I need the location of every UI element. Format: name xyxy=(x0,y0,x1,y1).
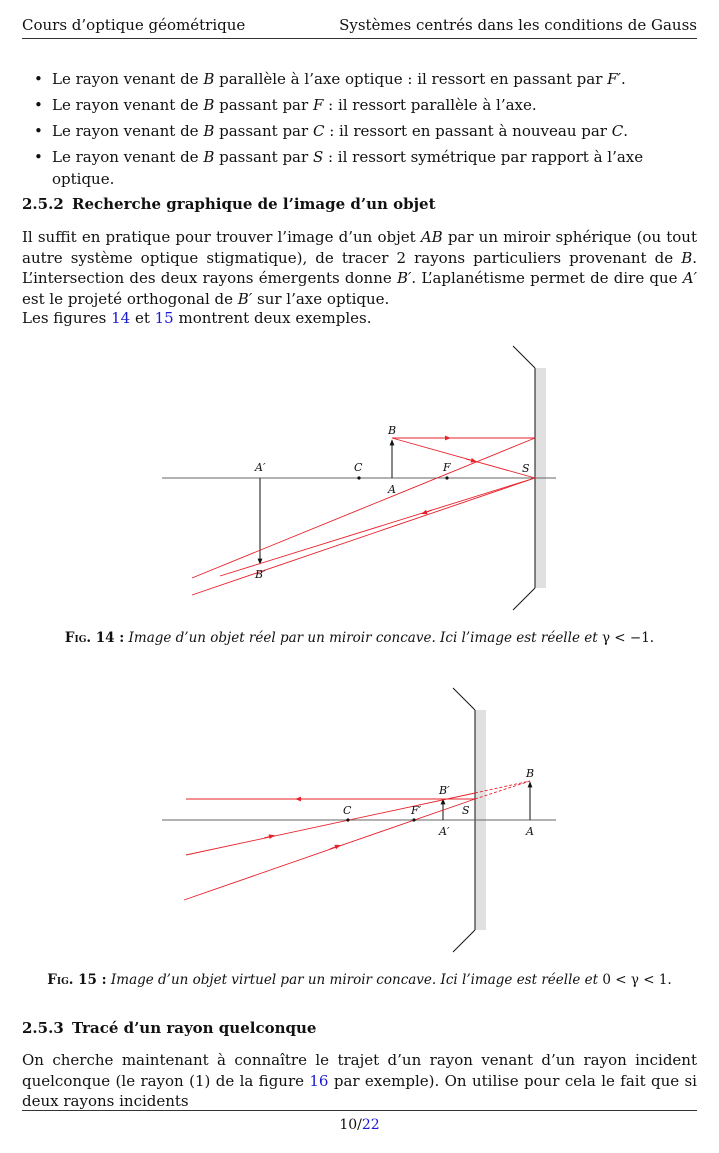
running-header xyxy=(22,16,697,38)
label-a-prime: A′ xyxy=(255,461,266,474)
paragraph-image-search: Il suffit en pratique pour trouver l’image d’un objet AB par un miroir sphérique (ou tout autre système optique stigmatique), de tracer 2 rayons particuliers provenant de B. L’intersection des deux rayons émergents donne B′. L’aplanétisme permet de dire que A′ est le projeté orthogonal de B′ sur l’axe optique. xyxy=(22,228,697,308)
label-s: S xyxy=(522,462,530,475)
label-s: S xyxy=(462,804,470,817)
ray-through-focus-emergent xyxy=(192,438,535,578)
figure-15-caption: Fig. 15 : Image d’un objet virtuel par un miroir concave. Ici l’image est réelle et 0 < γ < 1. xyxy=(47,972,672,988)
ray-focus-incident xyxy=(192,478,535,595)
list-item: • Le rayon venant de B parallèle à l’axe optique : il ressort en passant par F′. xyxy=(52,68,702,94)
header-right: Systèmes centrés dans les conditions de Gauss xyxy=(339,16,697,34)
mirror-bottom-cap xyxy=(513,588,535,610)
ray-via-summit-incident xyxy=(392,438,535,478)
ray-through-c-incident xyxy=(186,793,475,855)
label-a: A xyxy=(526,825,534,838)
list-item: • Le rayon venant de B passant par S : il ressort symétrique par rapport à l’axe optique. xyxy=(52,146,702,172)
ray-via-summit-arrow xyxy=(466,459,474,461)
ray-emergent-arrow xyxy=(424,510,432,513)
list-item: • Le rayon venant de B passant par C : il ressort en passant à nouveau par C. xyxy=(52,120,702,146)
total-pages-link[interactable]: 22 xyxy=(361,1117,380,1133)
ray-via-summit-emergent xyxy=(220,478,535,576)
ray-through-focus-incident xyxy=(184,799,475,900)
footer-rule xyxy=(22,1110,697,1111)
page-number: 10/22 xyxy=(339,1117,380,1133)
header-rule xyxy=(22,38,697,39)
label-b: B xyxy=(526,767,535,780)
paragraph-figures: Les figures 14 et 15 montrent deux exemples. xyxy=(22,309,372,327)
figure-16-link[interactable]: 16 xyxy=(309,1071,329,1090)
label-b-prime: B′ xyxy=(255,568,266,581)
label-c: C xyxy=(354,461,363,474)
section-heading-2-5-3: 2.5.3 Tracé d’un rayon quelconque xyxy=(22,1019,317,1037)
figure-15-diagram xyxy=(0,680,719,960)
label-b: B xyxy=(388,424,397,437)
point-c xyxy=(357,476,360,479)
figure-14-link[interactable]: 14 xyxy=(111,309,131,327)
section-heading-2-5-2: 2.5.2 Recherche graphique de l’image d’un objet xyxy=(22,195,436,213)
label-f: F xyxy=(443,461,451,474)
mirror-top-cap xyxy=(453,688,475,710)
label-a-prime: A′ xyxy=(439,825,450,838)
label-c: C xyxy=(343,804,352,817)
figure-14-diagram xyxy=(0,340,719,620)
mirror-top-cap xyxy=(513,346,535,368)
point-f xyxy=(445,476,448,479)
point-c xyxy=(346,818,349,821)
label-f-prime: F′ xyxy=(411,804,422,817)
label-b-prime: B′ xyxy=(439,784,450,797)
header-left: Cours d’optique géométrique xyxy=(22,16,246,34)
bullet-list xyxy=(52,68,702,188)
figure-15-link[interactable]: 15 xyxy=(154,309,174,327)
mirror-bottom-cap xyxy=(453,930,475,952)
ray-focus-arrow xyxy=(330,846,338,849)
label-a: A xyxy=(388,483,396,496)
figure-14-caption: Fig. 14 : Image d’un objet réel par un miroir concave. Ici l’image est réelle et γ < −1. xyxy=(64,630,655,646)
list-item: • Le rayon venant de B passant par F : il ressort parallèle à l’axe. xyxy=(52,94,702,120)
paragraph-any-ray: On cherche maintenant à connaître le trajet d’un rayon venant d’un rayon incident quelconque (le rayon (1) de la figure 16 par exemple). On utilise pour cela le fait que si deux rayons incidents xyxy=(22,1051,697,1110)
point-f-prime xyxy=(412,818,415,821)
